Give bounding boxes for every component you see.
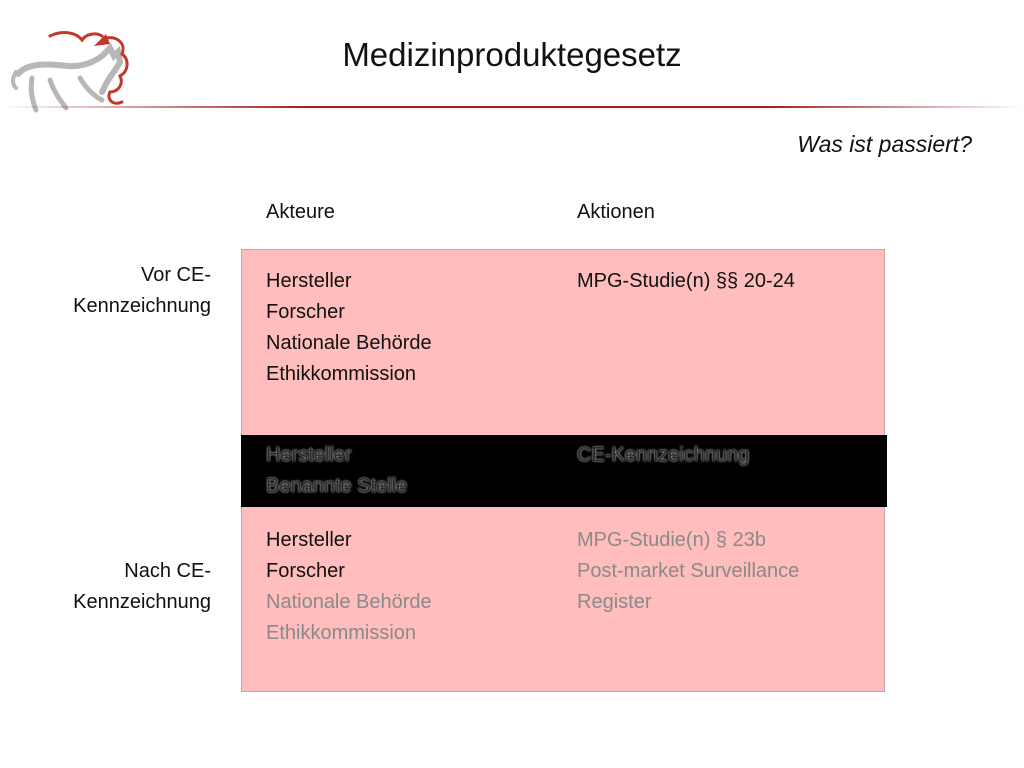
row-label-before-line2: Kennzeichnung	[73, 295, 211, 317]
ce-actors-list	[266, 440, 407, 502]
pre-ce-actors-list	[266, 266, 432, 390]
list-item: Nationale Behörde	[266, 332, 432, 354]
pre-ce-actions-list	[577, 266, 795, 297]
row-label-after-line1: Nach CE-	[124, 560, 211, 582]
list-item: Register	[577, 591, 652, 613]
page-subtitle: Was ist passiert?	[797, 131, 972, 157]
row-label-after-ce	[20, 556, 211, 618]
page-title: Medizinproduktegesetz	[342, 36, 682, 73]
post-ce-actors-list	[266, 525, 432, 649]
row-label-after-line2: Kennzeichnung	[73, 591, 211, 613]
row-label-before-line1: Vor CE-	[140, 264, 211, 286]
column-header-actions: Aktionen	[577, 201, 655, 223]
column-header-actors: Akteure	[266, 201, 335, 223]
title-divider	[0, 106, 1024, 108]
list-item: Hersteller	[266, 529, 352, 551]
list-item: Benannte Stelle	[266, 475, 408, 497]
list-item: MPG-Studie(n) § 23b	[577, 529, 766, 551]
list-item: Forscher	[266, 560, 345, 582]
row-label-before-ce	[20, 260, 211, 322]
list-item: Ethikkommission	[266, 622, 417, 644]
post-ce-actions-list	[577, 525, 799, 618]
list-item: Ethikkommission	[266, 363, 417, 385]
list-item: Hersteller	[266, 270, 352, 292]
ce-actions-list	[577, 440, 749, 471]
list-item: Hersteller	[266, 444, 352, 466]
list-item: Forscher	[266, 301, 345, 323]
list-item: MPG-Studie(n) §§ 20-24	[577, 270, 795, 292]
list-item: Post-market Surveillance	[577, 560, 800, 582]
list-item: Nationale Behörde	[266, 591, 432, 613]
list-item: CE-Kennzeichnung	[577, 444, 750, 466]
